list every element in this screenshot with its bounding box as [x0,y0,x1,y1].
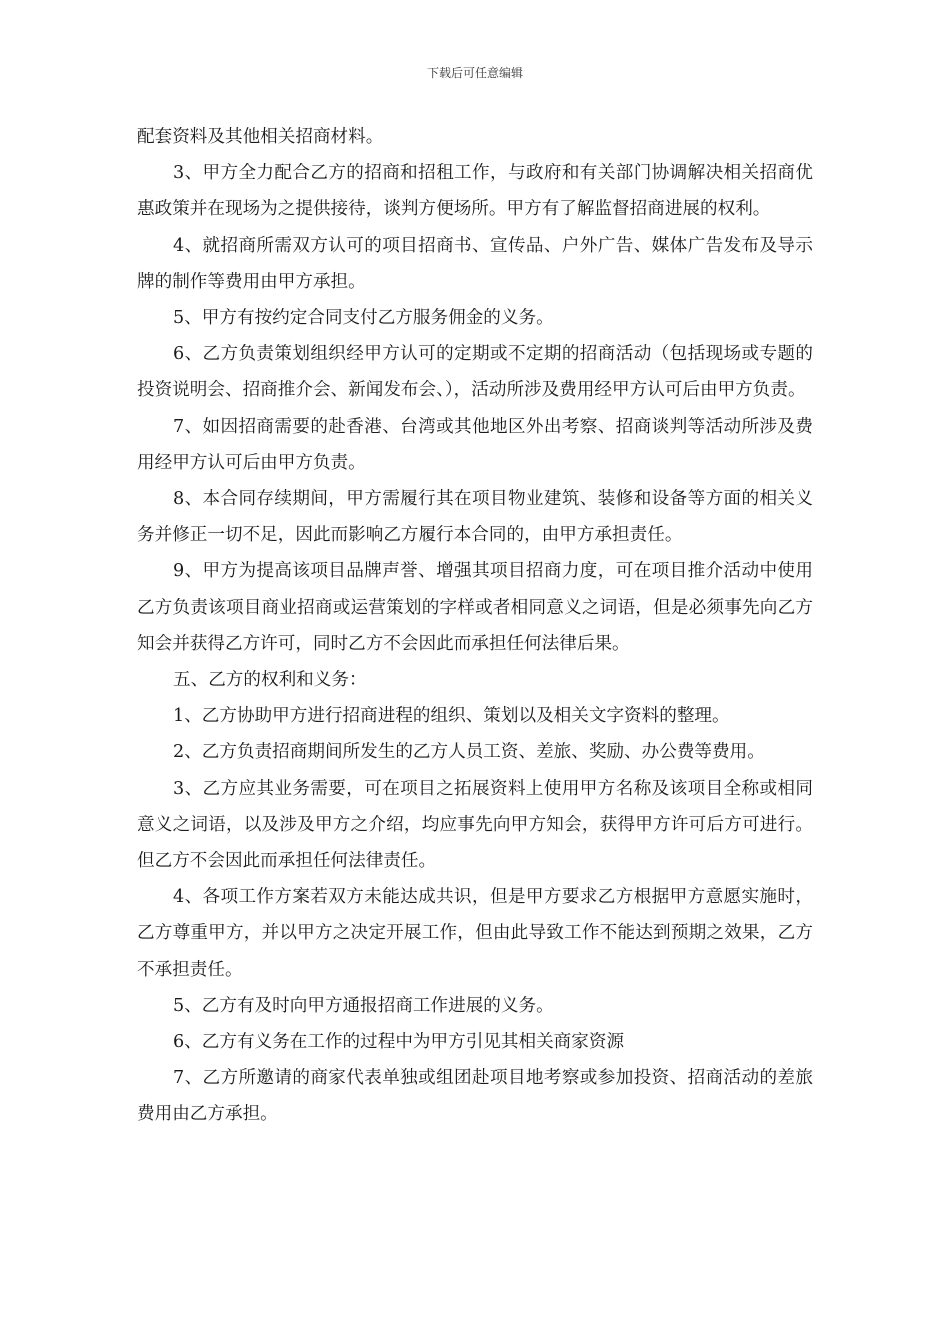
page-header-note: 下载后可任意编辑 [426,66,523,80]
clause-party-b-4: 4、各项工作方案若双方未能达成共识，但是甲方要求乙方根据甲方意愿实施时，乙方尊重甲方，并以甲方之决定开展工作，但由此导致工作不能达到预期之效果，乙方不承担责任。 [137,887,813,980]
section-heading-party-b: 五、乙方的权利和义务： [173,670,367,691]
clause-party-a-5: 5、甲方有按约定合同支付乙方服务佣金的义务。 [173,308,554,329]
clause-party-a-7: 7、如因招商需要的赴香港、台湾或其他地区外出考察、招商谈判等活动所涉及费用经甲方认可后由甲方负责。 [137,416,813,473]
clause-party-b-7: 7、乙方所邀请的商家代表单独或组团赴项目地考察或参加投资、招商活动的差旅费用由乙方承担。 [137,1068,813,1125]
clause-party-a-6: 6、乙方负责策划组织经甲方认可的定期或不定期的招商活动（包括现场或专题的投资说明会、招商推介会、新闻发布会、），活动所涉及费用经甲方认可后由甲方负责。 [137,344,813,401]
paragraph-continuation: 配套资料及其他相关招商材料。 [137,127,384,147]
clause-party-a-3: 3、甲方全力配合乙方的招商和招租工作，与政府和有关部门协调解决相关招商优惠政策并在现场为之提供接待，谈判方便场所。甲方有了解监督招商进展的权利。 [137,163,813,220]
clause-party-a-4: 4、就招商所需双方认可的项目招商书、宣传品、户外广告、媒体广告发布及导示牌的制作等费用由甲方承担。 [137,235,813,292]
clause-party-b-1: 1、乙方协助甲方进行招商进程的组织、策划以及相关文字资料的整理。 [173,706,730,727]
clause-party-b-6: 6、乙方有义务在工作的过程中为甲方引见其相关商家资源 [173,1032,625,1053]
clause-party-a-9: 9、甲方为提高该项目品牌声誉、增强其项目招商力度，可在项目推介活动中使用乙方负责该项目商业招商或运营策划的字样或者相同意义之词语，但是必须事先向乙方知会并获得乙方许可，同时乙方不会因此而承担任何法律后果。 [137,561,813,654]
document-body [137,119,813,1133]
clause-party-b-2: 2、乙方负责招商期间所发生的乙方人员工资、差旅、奖励、办公费等费用。 [173,742,765,763]
clause-party-a-8: 8、本合同存续期间，甲方需履行其在项目物业建筑、装修和设备等方面的相关义务并修正一切不足，因此而影响乙方履行本合同的，由甲方承担责任。 [137,489,813,546]
clause-party-b-3: 3、乙方应其业务需要，可在项目之拓展资料上使用甲方名称及该项目全称或相同意义之词语，以及涉及甲方之介绍，均应事先向甲方知会，获得甲方许可后方可进行。但乙方不会因此而承担任何法律责任。 [137,778,813,872]
clause-party-b-5: 5、乙方有及时向甲方通报招商工作进展的义务。 [173,995,554,1016]
